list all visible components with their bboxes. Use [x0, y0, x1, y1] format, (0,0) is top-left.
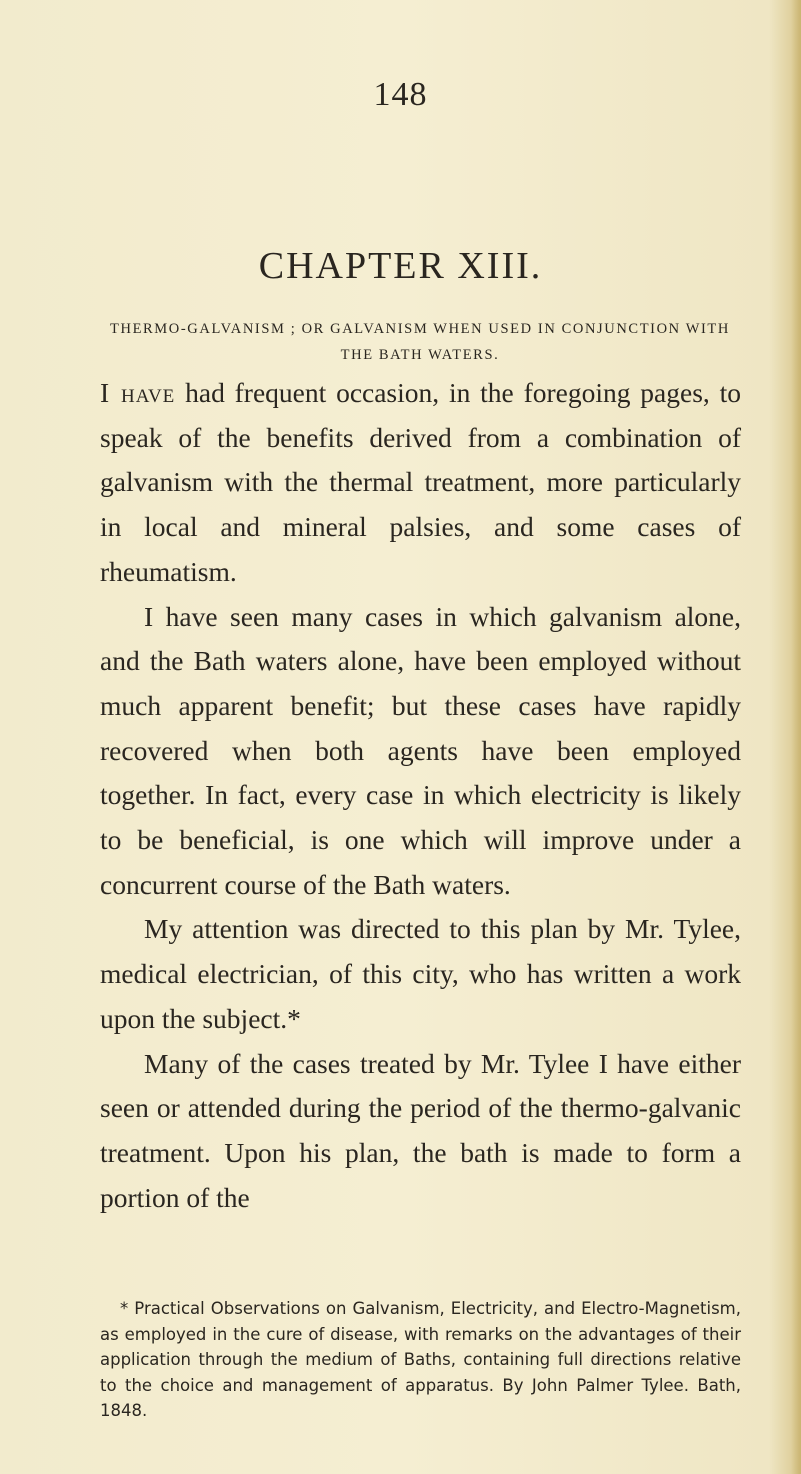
- body-text: [100, 371, 741, 1220]
- page-edge-shadow: [791, 0, 801, 1474]
- footnote: [100, 1296, 741, 1424]
- opening-words: I have: [100, 377, 176, 408]
- paragraph-3: My attention was directed to this plan by Mr. Tylee, medical electrician, of this city, who has written a work upon the subject.*: [100, 913, 741, 1034]
- footnote-text: * Practical Observations on Galvanism, Electricity, and Electro-Magnetism, as employed in the cure of disease, with remarks on the advantages of their application through the medium of Baths, containing full directions relative to the choice and management of apparatus. By John Palmer Tylee. Bath, 1848.: [100, 1299, 741, 1420]
- chapter-title: CHAPTER XIII.: [258, 245, 543, 287]
- paragraph-4: Many of the cases treated by Mr. Tylee I have either seen or attended during the period of the thermo-galvanic treatment. Upon his plan, the bath is made to form a portion of the: [100, 1047, 741, 1213]
- page-number: 148: [373, 76, 428, 113]
- paragraph-1: [100, 371, 741, 595]
- paragraph-1-text: had frequent occasion, in the foregoing pages, to speak of the benefits derived from a combination of galvanism with the thermal treatment, more particularly in local and mineral palsies, and some cases of rheumatism.: [100, 377, 741, 587]
- paragraph-2: I have seen many cases in which galvanism alone, and the Bath waters alone, have been employed without much apparent benefit; but these cases have rapidly recovered when both agents have been employed together. In fact, every case in which electricity is likely to be beneficial, is one which will improve under a concurrent course of the Bath waters.: [100, 600, 741, 900]
- chapter-subtitle: THERMO-GALVANISM ; OR GALVANISM WHEN USED IN CONJUNCTION WITH THE BATH WATERS.: [110, 321, 730, 363]
